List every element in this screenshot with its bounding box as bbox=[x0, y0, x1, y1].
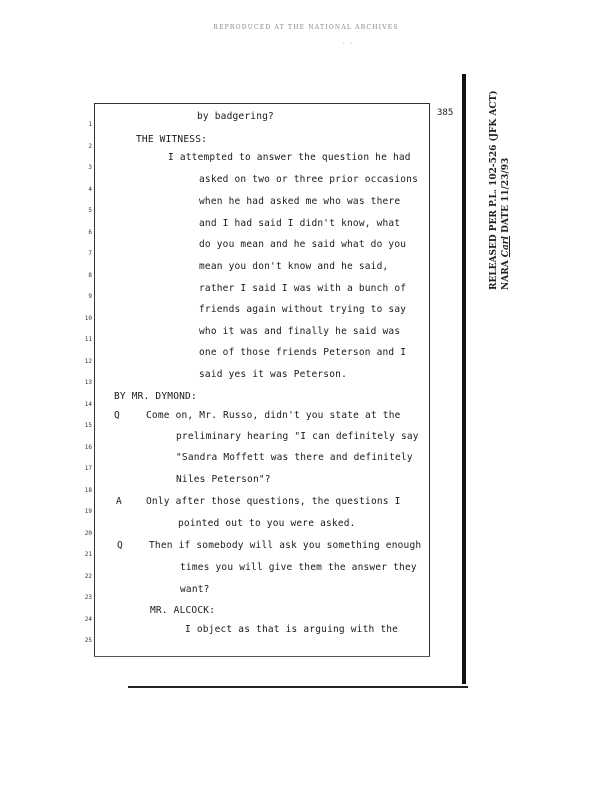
line-number: 22 bbox=[84, 573, 92, 580]
release-stamp bbox=[488, 91, 512, 290]
line-number: 21 bbox=[84, 551, 92, 558]
transcript-line: when he had asked me who was there bbox=[199, 196, 401, 207]
frame-left-rule bbox=[94, 103, 95, 656]
transcript-line: I object as that is arguing with the bbox=[185, 624, 399, 635]
line-number: 10 bbox=[84, 315, 92, 322]
line-number: 9 bbox=[88, 293, 92, 300]
frame-right-rule bbox=[429, 103, 430, 656]
transcript-line: Come on, Mr. Russo, didn't you state at the bbox=[146, 410, 401, 421]
transcript-line: mean you don't know and he said, bbox=[199, 261, 389, 272]
answer-marker: A bbox=[116, 496, 122, 507]
line-number: 7 bbox=[88, 250, 92, 257]
signature: Carl bbox=[501, 236, 511, 258]
header-mark: · · bbox=[342, 40, 353, 47]
line-number: 25 bbox=[84, 637, 92, 644]
release-date: DATE 11/23/93 bbox=[501, 157, 511, 233]
question-marker: Q bbox=[117, 540, 123, 551]
transcript-line: I attempted to answer the question he had bbox=[168, 152, 411, 163]
transcript-line: said yes it was Peterson. bbox=[199, 369, 347, 380]
line-number: 4 bbox=[88, 186, 92, 193]
line-number: 24 bbox=[84, 616, 92, 623]
transcript-line: do you mean and he said what do you bbox=[199, 239, 407, 250]
transcript-line: want? bbox=[180, 584, 210, 595]
nara-label: NARA bbox=[501, 260, 511, 290]
scan-edge-bar bbox=[462, 74, 466, 684]
speaker-label: MR. ALCOCK: bbox=[150, 605, 216, 616]
transcript-line: one of those friends Peterson and I bbox=[199, 347, 407, 358]
page-bottom-rule bbox=[128, 686, 468, 688]
line-number: 3 bbox=[88, 164, 92, 171]
question-marker: Q bbox=[114, 410, 120, 421]
line-number: 17 bbox=[84, 465, 92, 472]
release-stamp-line1: RELEASED PER P.L. 102-526 (JFK ACT) bbox=[489, 90, 499, 290]
line-number: 2 bbox=[88, 143, 92, 150]
transcript-line: rather I said I was with a bunch of bbox=[199, 283, 407, 294]
transcript-line: Only after those questions, the questions I bbox=[146, 496, 401, 507]
transcript-line: preliminary hearing "I can definitely say bbox=[176, 431, 419, 442]
transcript-line: Then if somebody will ask you something enough bbox=[149, 540, 422, 551]
archive-header: REPRODUCED AT THE NATIONAL ARCHIVES bbox=[213, 24, 399, 31]
transcript-line: friends again without trying to say bbox=[199, 304, 407, 315]
line-number: 11 bbox=[84, 336, 92, 343]
line-number: 1 bbox=[88, 121, 92, 128]
line-number: 8 bbox=[88, 272, 92, 279]
transcript-line: who it was and finally he said was bbox=[199, 326, 401, 337]
examiner-heading: BY MR. DYMOND: bbox=[114, 391, 197, 402]
page-number: 385 bbox=[437, 108, 454, 118]
line-number: 6 bbox=[88, 229, 92, 236]
transcript-line: Niles Peterson"? bbox=[176, 474, 271, 485]
line-number: 13 bbox=[84, 379, 92, 386]
line-number: 23 bbox=[84, 594, 92, 601]
line-number: 5 bbox=[88, 207, 92, 214]
line-number: 16 bbox=[84, 444, 92, 451]
frame-top-rule bbox=[94, 103, 430, 104]
line-number: 18 bbox=[84, 487, 92, 494]
speaker-label: THE WITNESS: bbox=[136, 134, 208, 145]
release-stamp-line2 bbox=[500, 91, 512, 290]
line-number: 12 bbox=[84, 358, 92, 365]
transcript-line: times you will give them the answer they bbox=[180, 562, 417, 573]
transcript-line: and I had said I didn't know, what bbox=[199, 218, 401, 229]
line-number: 19 bbox=[84, 508, 92, 515]
line-number: 15 bbox=[84, 422, 92, 429]
transcript-line: "Sandra Moffett was there and definitely bbox=[176, 452, 413, 463]
line-number: 14 bbox=[84, 401, 92, 408]
frame-bottom-rule bbox=[94, 656, 430, 657]
transcript-line: pointed out to you were asked. bbox=[178, 518, 356, 529]
transcript-line: by badgering? bbox=[197, 111, 274, 122]
transcript-line: asked on two or three prior occasions bbox=[199, 174, 419, 185]
line-number: 20 bbox=[84, 530, 92, 537]
